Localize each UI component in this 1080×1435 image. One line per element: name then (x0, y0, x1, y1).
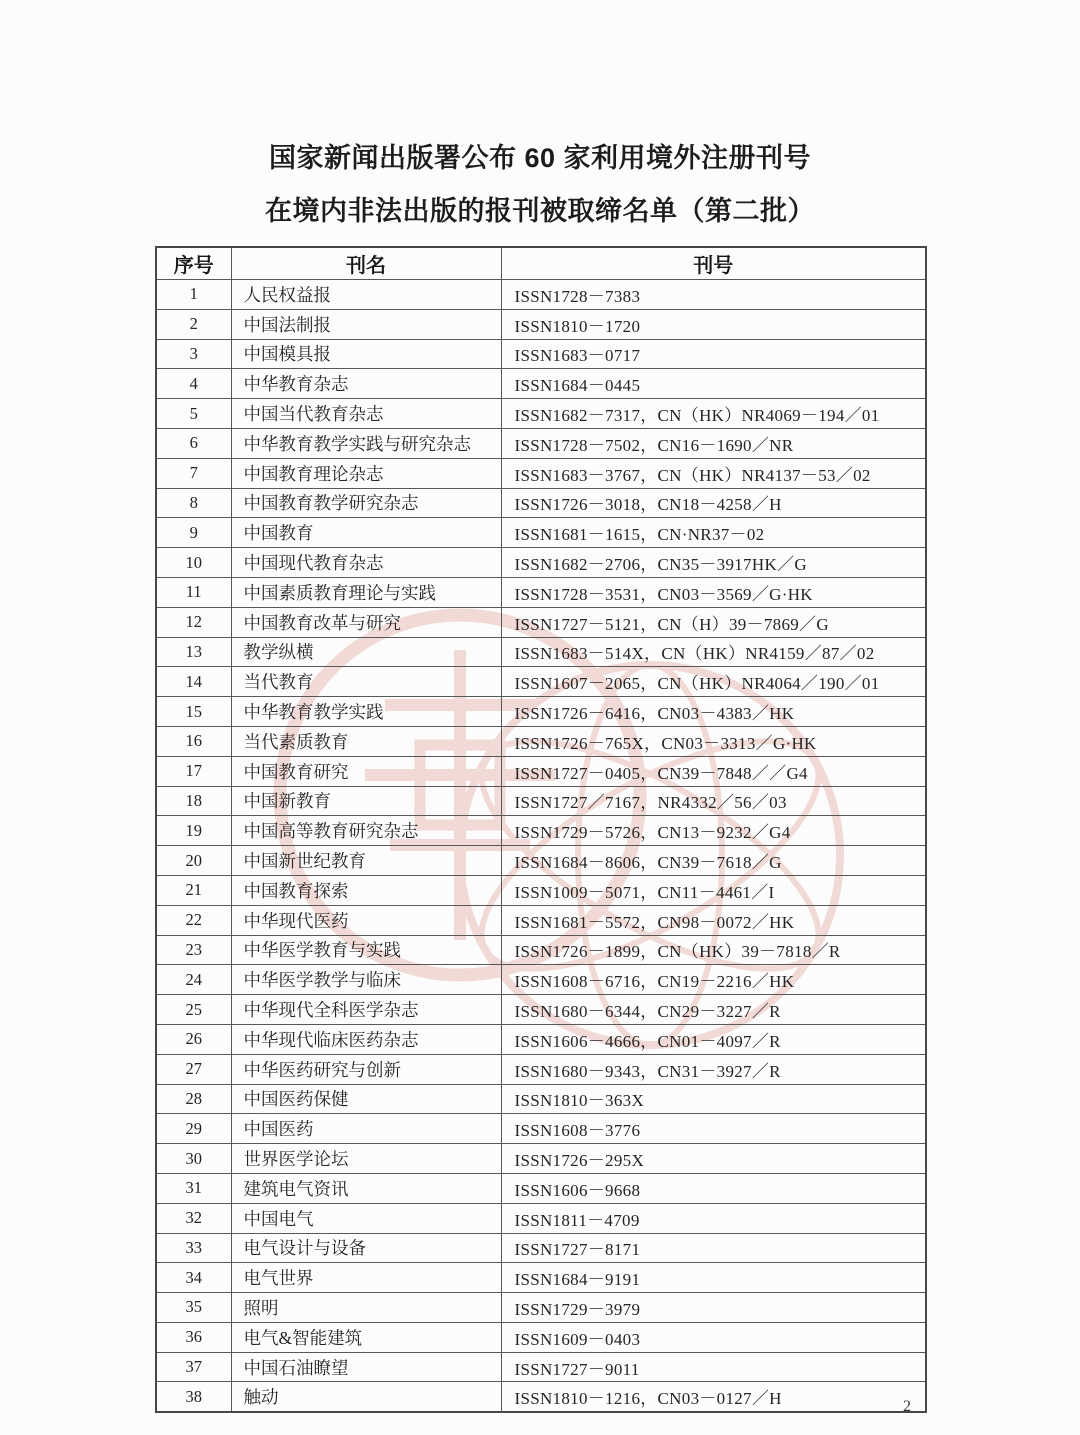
publication-name-cell: 中国石油瞭望 (231, 1352, 501, 1382)
publications-table-wrap (155, 246, 925, 1413)
issn-cell: ISSN1684－9191 (501, 1263, 926, 1293)
table-row (156, 1263, 926, 1293)
issn-cell: ISSN1681－5572，CN98－0072／HK (501, 905, 926, 935)
publication-name-cell: 中国电气 (231, 1203, 501, 1233)
row-number-cell: 8 (156, 488, 231, 518)
row-number-cell: 3 (156, 339, 231, 369)
issn-cell: ISSN1810－363X (501, 1084, 926, 1114)
issn-cell: ISSN1726－6416，CN03－4383／HK (501, 697, 926, 727)
row-number-cell: 32 (156, 1203, 231, 1233)
publication-name-cell: 中华教育教学实践与研究杂志 (231, 428, 501, 458)
table-row (156, 280, 926, 310)
row-number-cell: 9 (156, 518, 231, 548)
table-row (156, 995, 926, 1025)
table-row (156, 697, 926, 727)
table-row (156, 1054, 926, 1084)
table-body (156, 280, 926, 1413)
row-number-cell: 24 (156, 965, 231, 995)
issn-cell: ISSN1727／7167，NR4332／56／03 (501, 786, 926, 816)
header-cell-index: 序号 (156, 247, 231, 280)
publication-name-cell: 电气世界 (231, 1263, 501, 1293)
table-row (156, 428, 926, 458)
page-title-line2: 在境内非法出版的报刊被取缔名单（第二批） (265, 196, 815, 226)
publication-name-cell: 中华现代医药 (231, 905, 501, 935)
row-number-cell: 23 (156, 935, 231, 965)
row-number-cell: 31 (156, 1173, 231, 1203)
publications-table (155, 246, 927, 1413)
table-row (156, 816, 926, 846)
row-number-cell: 17 (156, 756, 231, 786)
issn-cell: ISSN1728－7383 (501, 280, 926, 310)
table-row (156, 637, 926, 667)
table-row (156, 1203, 926, 1233)
table-row (156, 1352, 926, 1382)
publication-name-cell: 中华现代全科医学杂志 (231, 995, 501, 1025)
issn-cell: ISSN1729－5726，CN13－9232／G4 (501, 816, 926, 846)
row-number-cell: 36 (156, 1322, 231, 1352)
row-number-cell: 38 (156, 1382, 231, 1412)
row-number-cell: 12 (156, 607, 231, 637)
publication-name-cell: 中华现代临床医药杂志 (231, 1024, 501, 1054)
issn-cell: ISSN1726－1899，CN（HK）39－7818／R (501, 935, 926, 965)
issn-cell: ISSN1729－3979 (501, 1293, 926, 1323)
issn-cell: ISSN1727－9011 (501, 1352, 926, 1382)
table-row (156, 1084, 926, 1114)
header-cell-publication-name: 刊名 (231, 247, 501, 280)
publication-name-cell: 中国当代教育杂志 (231, 399, 501, 429)
row-number-cell: 26 (156, 1024, 231, 1054)
publication-name-cell: 照明 (231, 1293, 501, 1323)
publication-name-cell: 中国教育研究 (231, 756, 501, 786)
publication-name-cell: 中国教育理论杂志 (231, 458, 501, 488)
publication-name-cell: 中国医药 (231, 1114, 501, 1144)
issn-cell: ISSN1009－5071，CN11－4461／I (501, 875, 926, 905)
row-number-cell: 27 (156, 1054, 231, 1084)
row-number-cell: 37 (156, 1352, 231, 1382)
publication-name-cell: 中国素质教育理论与实践 (231, 577, 501, 607)
table-row (156, 399, 926, 429)
row-number-cell: 4 (156, 369, 231, 399)
table-row (156, 1114, 926, 1144)
issn-cell: ISSN1726－3018，CN18－4258／H (501, 488, 926, 518)
table-row (156, 786, 926, 816)
publication-name-cell: 世界医学论坛 (231, 1144, 501, 1174)
issn-cell: ISSN1726－295X (501, 1144, 926, 1174)
issn-cell: ISSN1607－2065，CN（HK）NR4064／190／01 (501, 667, 926, 697)
publication-name-cell: 中国教育 (231, 518, 501, 548)
row-number-cell: 21 (156, 875, 231, 905)
row-number-cell: 35 (156, 1293, 231, 1323)
issn-cell: ISSN1728－7502，CN16－1690／NR (501, 428, 926, 458)
table-row (156, 667, 926, 697)
publication-name-cell: 人民权益报 (231, 280, 501, 310)
row-number-cell: 2 (156, 309, 231, 339)
table-row (156, 488, 926, 518)
document-header (0, 0, 1080, 225)
issn-cell: ISSN1684－0445 (501, 369, 926, 399)
publication-name-cell: 触动 (231, 1382, 501, 1412)
publication-name-cell: 电气&智能建筑 (231, 1322, 501, 1352)
issn-cell: ISSN1811－4709 (501, 1203, 926, 1233)
table-row (156, 577, 926, 607)
issn-cell: ISSN1726－765X，CN03－3313／G·HK (501, 726, 926, 756)
row-number-cell: 18 (156, 786, 231, 816)
table-row (156, 1293, 926, 1323)
row-number-cell: 20 (156, 846, 231, 876)
page-title-line1: 国家新闻出版署公布 60 家利用境外注册刊号 (268, 143, 812, 173)
publication-name-cell: 中国医药保健 (231, 1084, 501, 1114)
issn-cell: ISSN1683－514X，CN（HK）NR4159／87／02 (501, 637, 926, 667)
table-row (156, 1024, 926, 1054)
publication-name-cell: 中国高等教育研究杂志 (231, 816, 501, 846)
table-row (156, 1173, 926, 1203)
row-number-cell: 7 (156, 458, 231, 488)
row-number-cell: 13 (156, 637, 231, 667)
issn-cell: ISSN1606－4666，CN01－4097／R (501, 1024, 926, 1054)
row-number-cell: 33 (156, 1233, 231, 1263)
publication-name-cell: 中国教育改革与研究 (231, 607, 501, 637)
row-number-cell: 14 (156, 667, 231, 697)
row-number-cell: 22 (156, 905, 231, 935)
publication-name-cell: 中国新世纪教育 (231, 846, 501, 876)
issn-cell: ISSN1727－0405，CN39－7848／／G4 (501, 756, 926, 786)
row-number-cell: 15 (156, 697, 231, 727)
table-row (156, 518, 926, 548)
row-number-cell: 19 (156, 816, 231, 846)
issn-cell: ISSN1683－0717 (501, 339, 926, 369)
publication-name-cell: 中华医学教育与实践 (231, 935, 501, 965)
publication-name-cell: 中国现代教育杂志 (231, 548, 501, 578)
row-number-cell: 10 (156, 548, 231, 578)
row-number-cell: 29 (156, 1114, 231, 1144)
publication-name-cell: 电气设计与设备 (231, 1233, 501, 1263)
issn-cell: ISSN1683－3767，CN（HK）NR4137－53／02 (501, 458, 926, 488)
table-row (156, 1322, 926, 1352)
table-row (156, 965, 926, 995)
publication-name-cell: 中华医学教学与临床 (231, 965, 501, 995)
issn-cell: ISSN1810－1216，CN03－0127／H (501, 1382, 926, 1412)
publication-name-cell: 建筑电气资讯 (231, 1173, 501, 1203)
row-number-cell: 11 (156, 577, 231, 607)
table-row (156, 875, 926, 905)
table-row (156, 846, 926, 876)
issn-cell: ISSN1680－6344，CN29－3227／R (501, 995, 926, 1025)
publication-name-cell: 当代素质教育 (231, 726, 501, 756)
table-row (156, 726, 926, 756)
table-row (156, 905, 926, 935)
publication-name-cell: 中国教育教学研究杂志 (231, 488, 501, 518)
table-header-row (156, 247, 926, 280)
table-row (156, 1382, 926, 1412)
row-number-cell: 1 (156, 280, 231, 310)
table-row (156, 369, 926, 399)
publication-name-cell: 中国法制报 (231, 309, 501, 339)
row-number-cell: 5 (156, 399, 231, 429)
row-number-cell: 28 (156, 1084, 231, 1114)
publication-name-cell: 中国新教育 (231, 786, 501, 816)
row-number-cell: 34 (156, 1263, 231, 1293)
publication-name-cell: 中国模具报 (231, 339, 501, 369)
issn-cell: ISSN1606－9668 (501, 1173, 926, 1203)
table-row (156, 935, 926, 965)
issn-cell: ISSN1682－2706，CN35－3917HK／G (501, 548, 926, 578)
issn-cell: ISSN1681－1615，CN·NR37－02 (501, 518, 926, 548)
issn-cell: ISSN1727－8171 (501, 1233, 926, 1263)
issn-cell: ISSN1684－8606，CN39－7618／G (501, 846, 926, 876)
issn-cell: ISSN1682－7317，CN（HK）NR4069－194／01 (501, 399, 926, 429)
header-cell-issn: 刊号 (501, 247, 926, 280)
table-row (156, 548, 926, 578)
issn-cell: ISSN1608－6716，CN19－2216／HK (501, 965, 926, 995)
issn-cell: ISSN1810－1720 (501, 309, 926, 339)
issn-cell: ISSN1680－9343，CN31－3927／R (501, 1054, 926, 1084)
row-number-cell: 16 (156, 726, 231, 756)
row-number-cell: 30 (156, 1144, 231, 1174)
row-number-cell: 25 (156, 995, 231, 1025)
table-row (156, 607, 926, 637)
table-row (156, 756, 926, 786)
publication-name-cell: 中国教育探索 (231, 875, 501, 905)
publication-name-cell: 教学纵横 (231, 637, 501, 667)
page-number: 2 (903, 1398, 911, 1415)
issn-cell: ISSN1728－3531，CN03－3569／G·HK (501, 577, 926, 607)
issn-cell: ISSN1609－0403 (501, 1322, 926, 1352)
row-number-cell: 6 (156, 428, 231, 458)
publication-name-cell: 中华教育教学实践 (231, 697, 501, 727)
table-row (156, 1144, 926, 1174)
table-row (156, 309, 926, 339)
table-row (156, 339, 926, 369)
issn-cell: ISSN1608－3776 (501, 1114, 926, 1144)
publication-name-cell: 中华教育杂志 (231, 369, 501, 399)
table-row (156, 1233, 926, 1263)
table-row (156, 458, 926, 488)
publication-name-cell: 当代教育 (231, 667, 501, 697)
issn-cell: ISSN1727－5121，CN（H）39－7869／G (501, 607, 926, 637)
publication-name-cell: 中华医药研究与创新 (231, 1054, 501, 1084)
